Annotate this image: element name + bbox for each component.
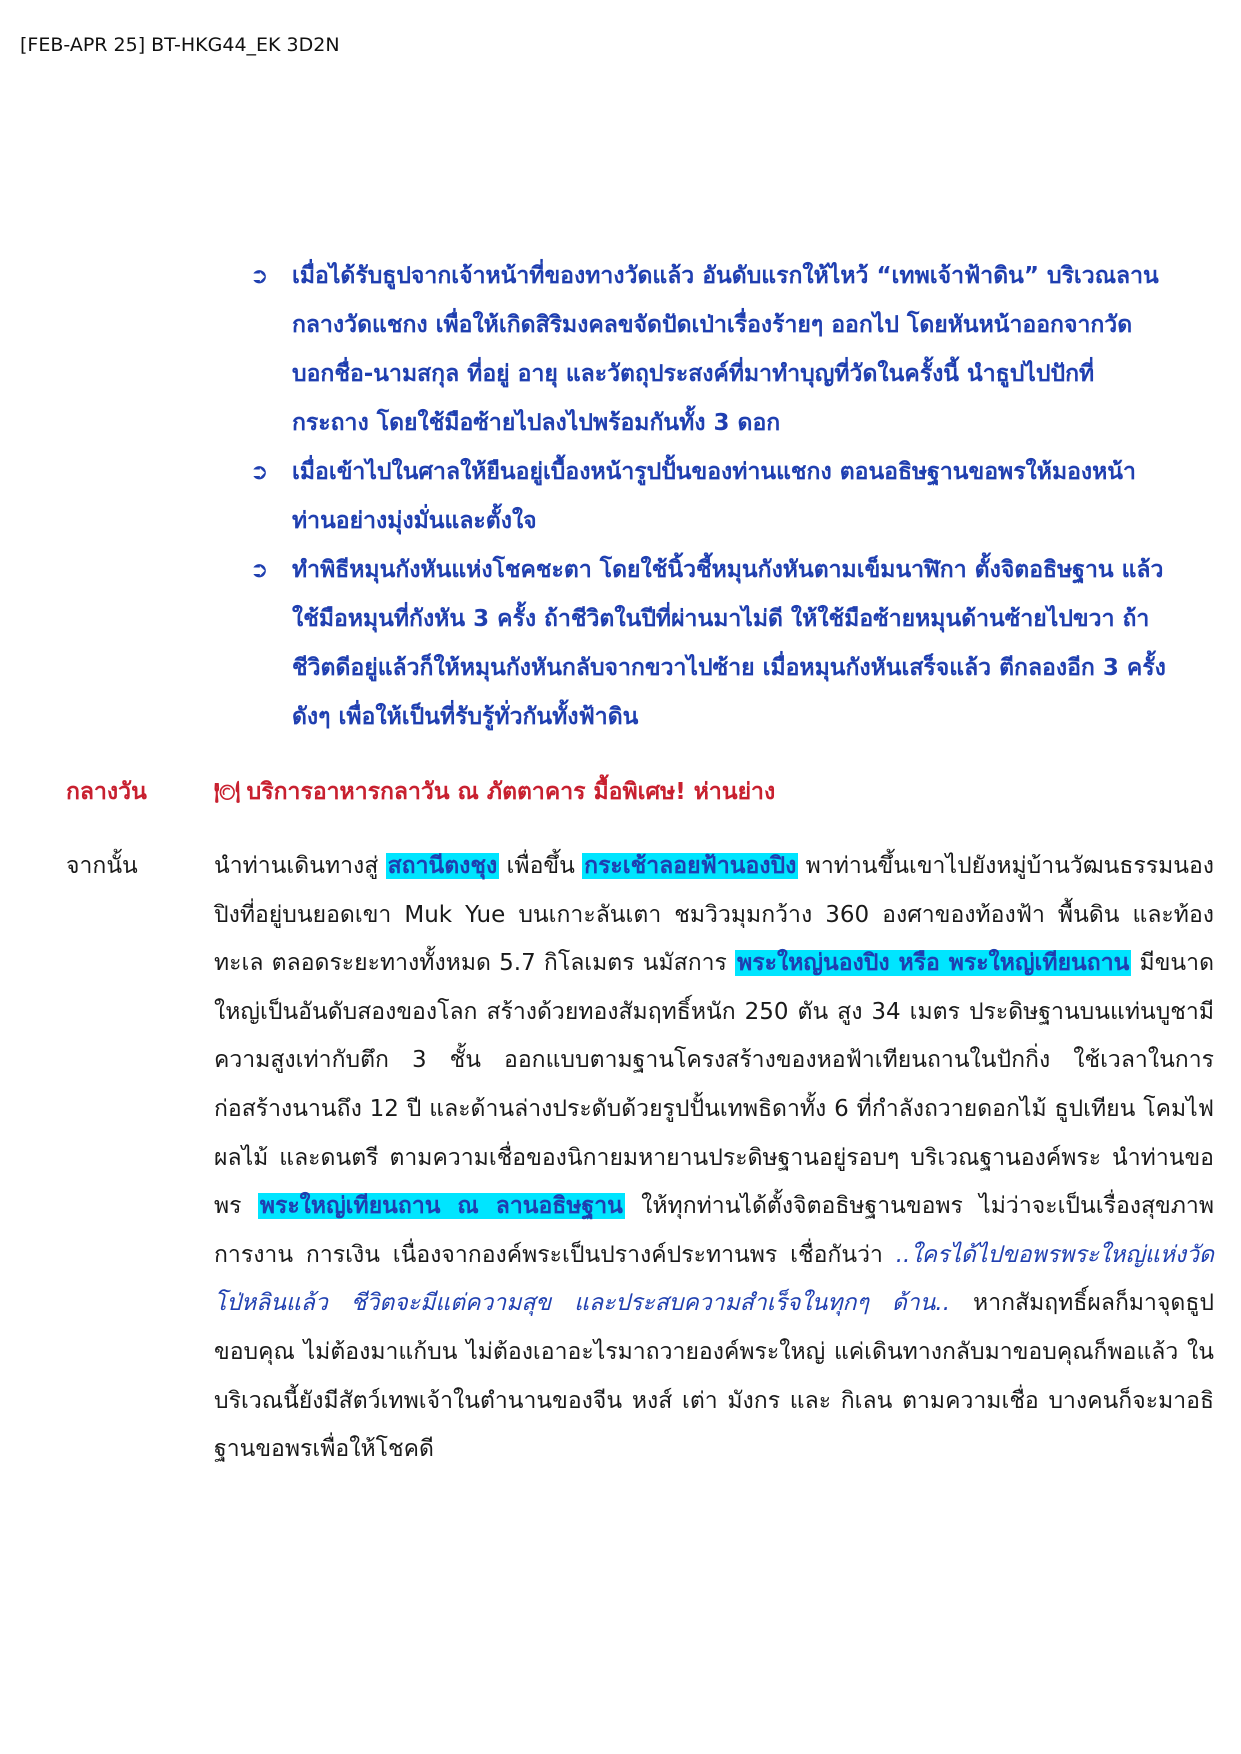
- lunch-text: บริการอาหารกลาวัน ณ ภัตตาคาร มื้อพิเศษ! ห่านย่าง: [246, 779, 776, 805]
- lunch-description: [214, 768, 1214, 817]
- text-segment: มีขนาดใหญ่เป็นอันดับสองของโลก สร้างด้วยทองสัมฤทธิ์หนัก 250 ตัน สูง 34 เมตร ประดิษฐานบนแท่นบูชามีความสูงเท่ากับตึก 3 ชั้น ออกแบบตามฐานโครงสร้างของหอฟ้าเทียนถานในปักกิ่ง ใช้เวลาในการก่อสร้างนานถึง 12 ปี และด้านล่างประดับด้วยรูปปั้นเทพธิดาทั้ง 6 ที่กำลังถวายดอกไม้ ธูปเทียน โคมไฟ ผลไม้ และดนตรี ตามความเชื่อของนิกายมหายานประดิษฐานอยู่รอบๆ บริเวณฐานองค์พระ นำท่านขอพร: [214, 950, 1215, 1220]
- text-segment: หากสัมฤทธิ์ผลก็มาจุดธูปขอบคุณ ไม่ต้องมาแก้บน ไม่ต้องเอาอะไรมาถวายองค์พระใหญ่ แค่เดินทางกลับมาขอบคุณก็พอแล้ว ในบริเวณนี้ยังมีสัตว์เทพเจ้าในตำนานของจีน หงส์ เต่า มังกร และ กิเลน ตามความเชื่อ บางคนก็จะมาอธิฐานขอพรเพื่อให้โชคดี: [214, 1290, 1214, 1463]
- plate-icon: 🍽: [214, 780, 241, 804]
- text-segment: เพื่อขึ้น: [506, 853, 575, 879]
- arrow-circle-icon: ➲: [250, 558, 269, 583]
- afternoon-description: [214, 842, 1214, 1474]
- afternoon-label: จากนั้น: [66, 853, 138, 879]
- bullet-text: เมื่อเข้าไปในศาลให้ยืนอยู่เบื้องหน้ารูปปั้นของท่านแชกง ตอนอธิษฐานขอพรให้มองหน้าท่านอย่างมุ่งมั่นและตั้งใจ: [292, 459, 1136, 534]
- text-segment: ให้ทุกท่านได้ตั้งจิตอธิษฐานขอพร ไม่ว่าจะเป็นเรื่องสุขภาพ การงาน การเงิน เนื่องจากองค์พระเป็นปรางค์ประทานพร เชื่อกันว่า: [214, 1193, 1215, 1268]
- bullet-text: ทำพิธีหมุนกังหันแห่งโชคชะตา โดยใช้นิ้วชี้หมุนกังหันตามเข็มนาฬิกา ตั้งจิตอธิษฐาน แล้วใช้มือหมุนที่กังหัน 3 ครั้ง ถ้าชีวิตในปีที่ผ่านมาไม่ดี ให้ใช้มือซ้ายหมุนด้านซ้ายไปขวา ถ้าชีวิตดีอยู่แล้วก็ให้หมุนกังหันกลับจากขวาไปซ้าย เมื่อหมุนกังหันเสร็จแล้ว ตีกลองอีก 3 ครั้ง ดังๆ เพื่อให้เป็นที่รับรู้ทั่วกันทั้งฟ้าดิน: [292, 557, 1166, 730]
- arrow-circle-icon: ➲: [250, 460, 269, 485]
- highlight-cable-car: กระเช้าลอยฟ้านองปิง: [584, 853, 797, 879]
- highlight-prayer-square: พระใหญ่เทียนถาน ณ ลานอธิษฐาน: [259, 1193, 623, 1220]
- text-segment: พาท่านขึ้นเขาไปยังหมู่บ้านวัฒนธรรมนองปิงที่อยู่บนยอดเขา Muk Yue บนเกาะลันเตา ชมวิวมุมกว้าง 360 องศาของท้องฟ้า พื้นดิน และท้องทะเล ตลอดระยะทางทั้งหมด 5.7 กิโลเมตร นมัสการ: [214, 853, 1214, 977]
- list-item: [250, 546, 1170, 742]
- list-item: [250, 252, 1170, 448]
- arrow-circle-icon: ➲: [250, 264, 269, 289]
- bullet-text: เมื่อได้รับธูปจากเจ้าหน้าที่ของทางวัดแล้ว อันดับแรกให้ไหว้ “เทพเจ้าฟ้าดิน” บริเวณลานกลางวัดแชกง เพื่อให้เกิดสิริมงคลขจัดปัดเป่าเรื่องร้ายๆ ออกไป โดยหันหน้าออกจากวัด บอกชื่อ-นามสกุล ที่อยู่ อายุ และวัตถุประสงค์ที่มาทำบุญที่วัดในครั้งนี้ นำธูปไปปักที่กระถาง โดยใช้มือซ้ายไปลงไปพร้อมกันทั้ง 3 ดอก: [292, 263, 1159, 436]
- ritual-instructions-list: [250, 252, 1170, 742]
- list-item: [250, 448, 1170, 546]
- lunch-label: กลางวัน: [66, 779, 147, 805]
- afternoon-paragraph: [214, 842, 1214, 1474]
- text-segment: นำท่านเดินทางสู่: [214, 853, 379, 879]
- highlight-big-buddha: พระใหญ่นองปิง หรือ พระใหญ่เทียนถาน: [737, 950, 1130, 977]
- document-header: [FEB-APR 25] BT-HKG44_EK 3D2N: [20, 34, 340, 56]
- belief-quote: ..ใครได้ไปขอพรพระใหญ่แห่งวัดโป่หลินแล้ว ชีวิตจะมีแต่ความสุข และประสบความสำเร็จในทุกๆ ด้าน..: [214, 1241, 1214, 1317]
- highlight-station: สถานีตงชุง: [387, 853, 498, 879]
